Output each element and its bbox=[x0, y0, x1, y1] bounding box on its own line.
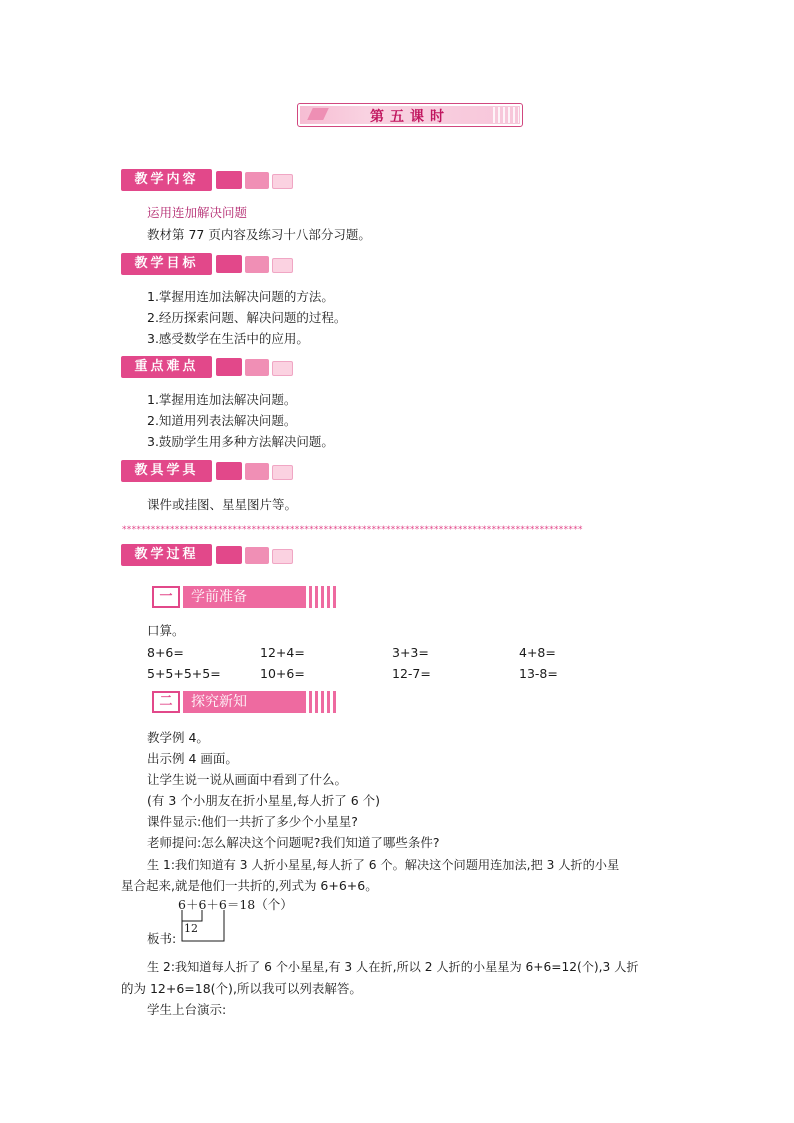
subsection-number: 二 bbox=[152, 691, 180, 713]
demo-line: 学生上台演示: bbox=[147, 1002, 227, 1017]
text-line: 出示例 4 画面。 bbox=[147, 751, 238, 766]
student1-answer-cont: 星合起来,就是他们一共折的,列式为 6+6+6。 bbox=[121, 878, 378, 893]
exercise: 12+4= bbox=[260, 645, 305, 660]
section-label: 教学内容 bbox=[121, 169, 212, 191]
star-separator: ************************************************************************************************ bbox=[122, 525, 583, 535]
text-line: 老师提问:怎么解决这个问题呢?我们知道了哪些条件? bbox=[147, 835, 440, 850]
goal-line: 1.掌握用连加法解决问题的方法。 bbox=[147, 289, 334, 304]
exercise: 8+6= bbox=[147, 645, 184, 660]
text-line: 让学生说一说从画面中看到了什么。 bbox=[147, 772, 348, 787]
subsection-header-explore bbox=[152, 691, 336, 713]
subsection-number: 一 bbox=[152, 586, 180, 608]
goal-line: 3.感受数学在生活中的应用。 bbox=[147, 331, 309, 346]
key-point-line: 2.知道用列表法解决问题。 bbox=[147, 413, 297, 428]
exercise: 5+5+5+5= bbox=[147, 666, 221, 681]
student1-answer: 生 1:我们知道有 3 人折小星星,每人折了 6 个。解决这个问题用连加法,把 3 人折的小星 bbox=[147, 858, 620, 872]
lesson-title: 第五课时 bbox=[370, 109, 450, 125]
mental-math-intro: 口算。 bbox=[147, 623, 185, 638]
tools-line: 课件或挂图、星星图片等。 bbox=[147, 497, 298, 512]
text-line: 教学例 4。 bbox=[147, 730, 209, 745]
student2-answer-cont: 的为 12+6=18(个),所以我可以列表解答。 bbox=[121, 981, 362, 996]
key-point-line: 3.鼓励学生用多种方法解决问题。 bbox=[147, 434, 334, 449]
board-equation: 6＋6＋6＝18（个） bbox=[178, 897, 293, 912]
section-label: 教学目标 bbox=[121, 253, 212, 275]
goal-line: 2.经历探索问题、解决问题的过程。 bbox=[147, 310, 347, 325]
exercise: 4+8= bbox=[519, 645, 556, 660]
key-point-line: 1.掌握用连加法解决问题。 bbox=[147, 392, 297, 407]
section-label: 教具学具 bbox=[121, 460, 212, 482]
content-line: 教材第 77 页内容及练习十八部分习题。 bbox=[147, 227, 371, 242]
subsection-title: 探究新知 bbox=[183, 691, 306, 713]
board-partial-sum: 12 bbox=[184, 922, 198, 935]
subsection-header-preparation bbox=[152, 586, 336, 608]
text-line: 课件显示:他们一共折了多少个小星星? bbox=[147, 814, 358, 829]
lesson-title-banner bbox=[297, 103, 523, 127]
exercise: 13-8= bbox=[519, 666, 558, 681]
text-line: (有 3 个小朋友在折小星星,每人折了 6 个) bbox=[147, 793, 381, 808]
subsection-title: 学前准备 bbox=[183, 586, 306, 608]
exercise: 10+6= bbox=[260, 666, 305, 681]
section-label: 教学过程 bbox=[121, 544, 212, 566]
section-label: 重点难点 bbox=[121, 356, 212, 378]
exercise: 3+3= bbox=[392, 645, 429, 660]
content-title: 运用连加解决问题 bbox=[147, 205, 248, 220]
exercise: 12-7= bbox=[392, 666, 431, 681]
student2-answer: 生 2:我知道每人折了 6 个小星星,有 3 人在折,所以 2 人折的小星星为 6+6=12(个),3 人折 bbox=[147, 960, 639, 974]
board-label: 板书: bbox=[147, 931, 177, 946]
